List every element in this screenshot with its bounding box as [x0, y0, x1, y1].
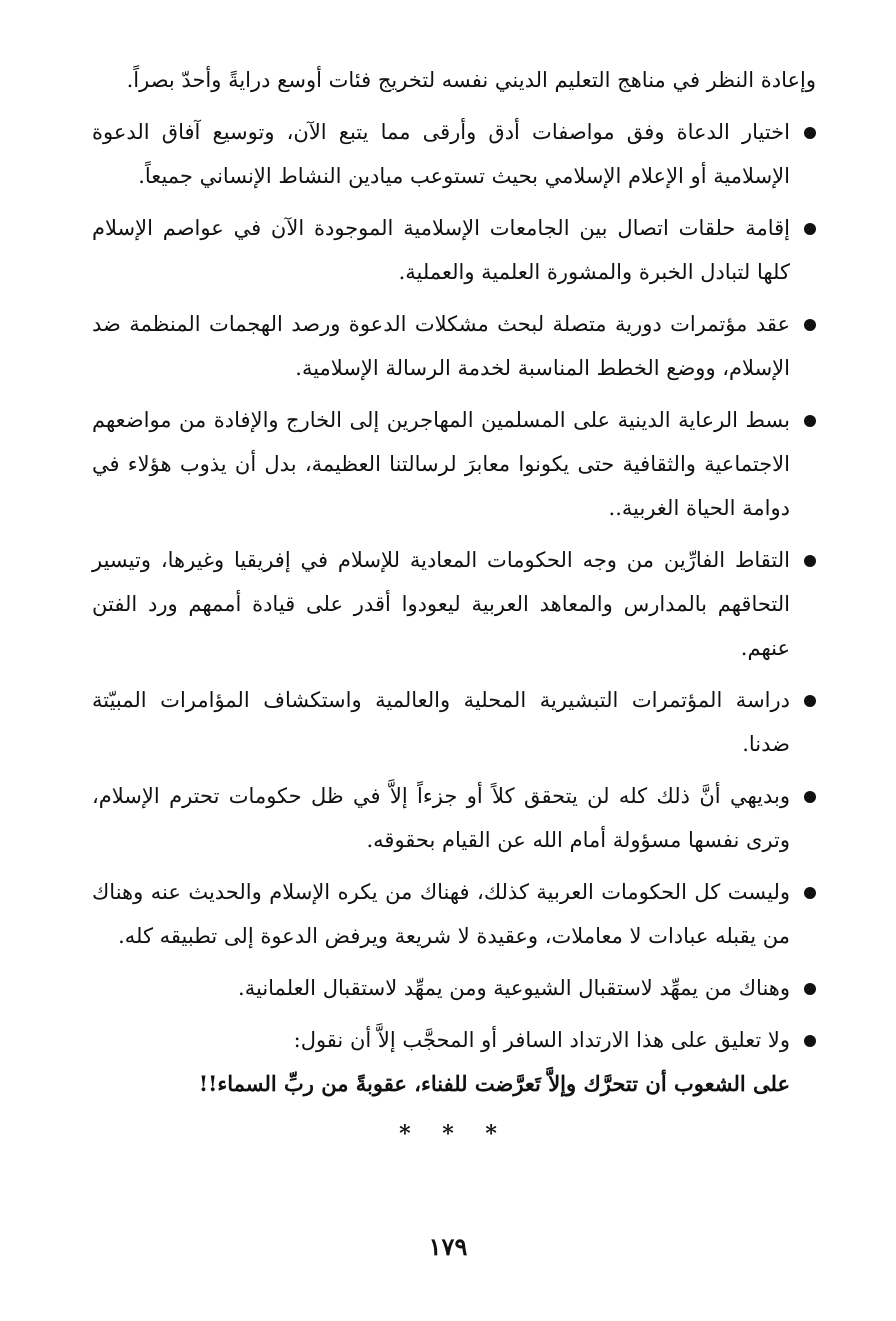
section-separator: * * * — [399, 1121, 509, 1147]
bullet-item-text: ولا تعليق على هذا الارتداد السافر أو المحجَّب إلاَّ أن نقول: — [293, 1028, 790, 1052]
bullet-icon — [804, 983, 816, 995]
bullet-item-text: بسط الرعاية الدينية على المسلمين المهاجرين إلى الخارج والإفادة من مواضعهم الاجتماعية والثقافية حتى يكونوا معابرَ لرسالتنا العظيمة، بدل أن يذوب هؤلاء في دوامة الحياة الغربية.. — [92, 408, 790, 520]
bullet-item-text: عقد مؤتمرات دورية متصلة لبحث مشكلات الدعوة ورصد الهجمات المنظمة ضد الإسلام، ووضع الخطط المناسبة لخدمة الرسالة الإسلامية. — [92, 312, 790, 380]
bullet-item-text: وليست كل الحكومات العربية كذلك، فهناك من يكره الإسلام والحديث عنه وهناك من يقبله عبادات لا معاملات، وعقيدة لا شريعة ويرفض الدعوة إلى تطبيقه كله. — [92, 880, 790, 948]
closing-statement: على الشعوب أن تتحرَّك وإلاَّ تَعرَّضت للفناء، عقوبةً من ربِّ السماء!! — [198, 1071, 790, 1096]
bullet-item — [92, 206, 816, 294]
bullet-item-text: وبديهي أنَّ ذلك كله لن يتحقق كلاً أو جزءاً إلاَّ في ظل حكومات تحترم الإسلام، وترى نفسها مسؤولة أمام الله عن القيام بحقوقه. — [92, 784, 790, 852]
bullet-item — [92, 538, 816, 670]
bullet-item — [92, 774, 816, 862]
bullet-icon — [804, 555, 816, 567]
bullet-item-text: اختيار الدعاة وفق مواصفات أدق وأرقى مما يتبع الآن، وتوسيع آفاق الدعوة الإسلامية أو الإعلام الإسلامي بحيث تستوعب ميادين النشاط الإنساني جميعاً. — [92, 120, 790, 188]
bullet-item — [92, 870, 816, 958]
bullet-icon — [804, 695, 816, 707]
bullet-item-text: وهناك من يمهِّد لاستقبال الشيوعية ومن يمهِّد لاستقبال العلمانية. — [238, 976, 790, 1000]
bullet-item — [92, 398, 816, 530]
bullet-icon — [804, 319, 816, 331]
bullet-item-text: دراسة المؤتمرات التبشيرية المحلية والعالمية واستكشاف المؤامرات المبيّتة ضدنا. — [92, 688, 790, 756]
bullet-item — [92, 1018, 816, 1062]
bullet-icon — [804, 887, 816, 899]
bullet-item — [92, 678, 816, 766]
bullet-item-text: إقامة حلقات اتصال بين الجامعات الإسلامية الموجودة الآن في عواصم الإسلام كلها لتبادل الخبرة والمشورة العلمية والعملية. — [92, 216, 790, 284]
bullet-icon — [804, 415, 816, 427]
bullet-icon — [804, 791, 816, 803]
bullet-icon — [804, 1035, 816, 1047]
bullet-icon — [804, 223, 816, 235]
bullet-item — [92, 966, 816, 1010]
page-number: ١٧٩ — [428, 1232, 468, 1261]
bullet-item — [92, 110, 816, 198]
bullet-icon — [804, 127, 816, 139]
bullet-item-text: التقاط الفارِّين من وجه الحكومات المعادية للإسلام في إفريقيا وغيرها، وتيسير التحاقهم بالمدارس والمعاهد العربية ليعودوا أقدر على قيادة أممهم ورد الفتن عنهم. — [92, 548, 790, 660]
bullet-item — [92, 302, 816, 390]
intro-paragraph: وإعادة النظر في مناهج التعليم الديني نفسه لتخريج فئات أوسع درايةً وأحدّ بصراً. — [126, 68, 816, 92]
page-body — [92, 58, 816, 1156]
